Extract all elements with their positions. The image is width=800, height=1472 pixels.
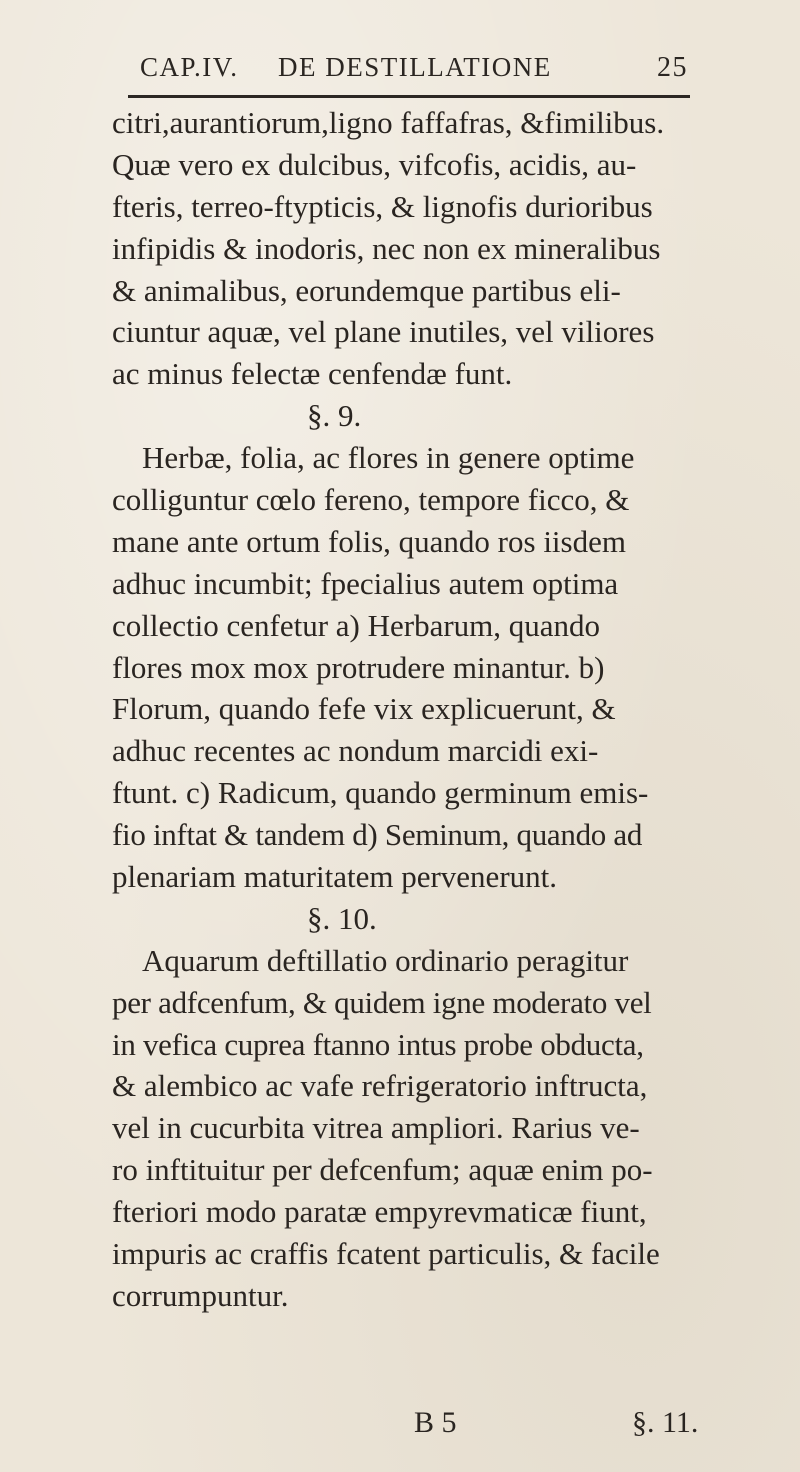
text-line: infipidis & inodoris, nec non ex mineralibus — [112, 230, 661, 266]
signature-mark: B 5 — [414, 1406, 457, 1439]
text-line: citri,aurantiorum,ligno faffafras, &fimilibus. — [112, 105, 665, 140]
text-line: fteris, terreo-ftypticis, & lignofis durioribus — [112, 188, 653, 224]
text-line: ac minus felectæ cenfendæ funt. — [112, 356, 513, 392]
body-text — [112, 102, 792, 1317]
text-line: & animalibus, eorundemque partibus eli- — [112, 272, 621, 308]
text-line: plenariam maturitatem pervenerunt. — [112, 859, 558, 895]
text-line: adhuc recentes ac nondum marcidi exi- — [112, 733, 599, 769]
text-line: Aquarum deftillatio ordinario peragitur — [142, 942, 629, 978]
text-line: ro inftituitur per defcenfum; aquæ enim po- — [112, 1152, 653, 1188]
text-line: impuris ac craffis fcatent particulis, & facile — [112, 1236, 660, 1272]
text-line: Quæ vero ex dulcibus, vifcofis, acidis, au- — [112, 146, 637, 182]
text-line: fteriori modo paratæ empyrevmaticæ fiunt, — [112, 1194, 647, 1230]
text-line: per adfcenfum, & quidem igne moderato vel — [112, 984, 652, 1020]
footer — [112, 1406, 732, 1446]
text-line: colliguntur cœlo fereno, tempore ficco, & — [112, 482, 630, 518]
section-heading: §. 9. — [307, 398, 362, 434]
text-line: vel in cucurbita vitrea ampliori. Rarius ve- — [112, 1110, 640, 1146]
text-line: in vefica cuprea ftanno intus probe obducta, — [112, 1026, 644, 1062]
text-line: flores mox mox protrudere minantur. b) — [112, 649, 605, 685]
chapter-label: CAP.IV. — [140, 52, 239, 82]
text-line: corrumpuntur. — [112, 1277, 289, 1313]
running-head — [140, 52, 700, 92]
text-line: & alembico ac vafe refrigeratorio inftructa, — [112, 1068, 648, 1104]
text-line: adhuc incumbit; fpecialius autem optima — [112, 565, 619, 601]
text-line: ftunt. c) Radicum, quando germinum emis- — [112, 775, 649, 811]
page-number: 25 — [657, 52, 688, 83]
text-line: Herbæ, folia, ac flores in genere optime — [142, 440, 635, 476]
text-line: fio inftat & tandem d) Seminum, quando ad — [112, 817, 643, 853]
text-line: ciuntur aquæ, vel plane inutiles, vel viliores — [112, 314, 655, 350]
text-line: mane ante ortum folis, quando ros iisdem — [112, 523, 626, 559]
text-line: Florum, quando fefe vix explicuerunt, & — [112, 691, 616, 727]
catchword: §. 11. — [632, 1406, 699, 1439]
section-heading: §. 10. — [307, 900, 377, 936]
header-rule — [128, 95, 690, 98]
running-title: DE DESTILLATIONE — [278, 52, 552, 82]
text-line: collectio cenfetur a) Herbarum, quando — [112, 607, 601, 643]
